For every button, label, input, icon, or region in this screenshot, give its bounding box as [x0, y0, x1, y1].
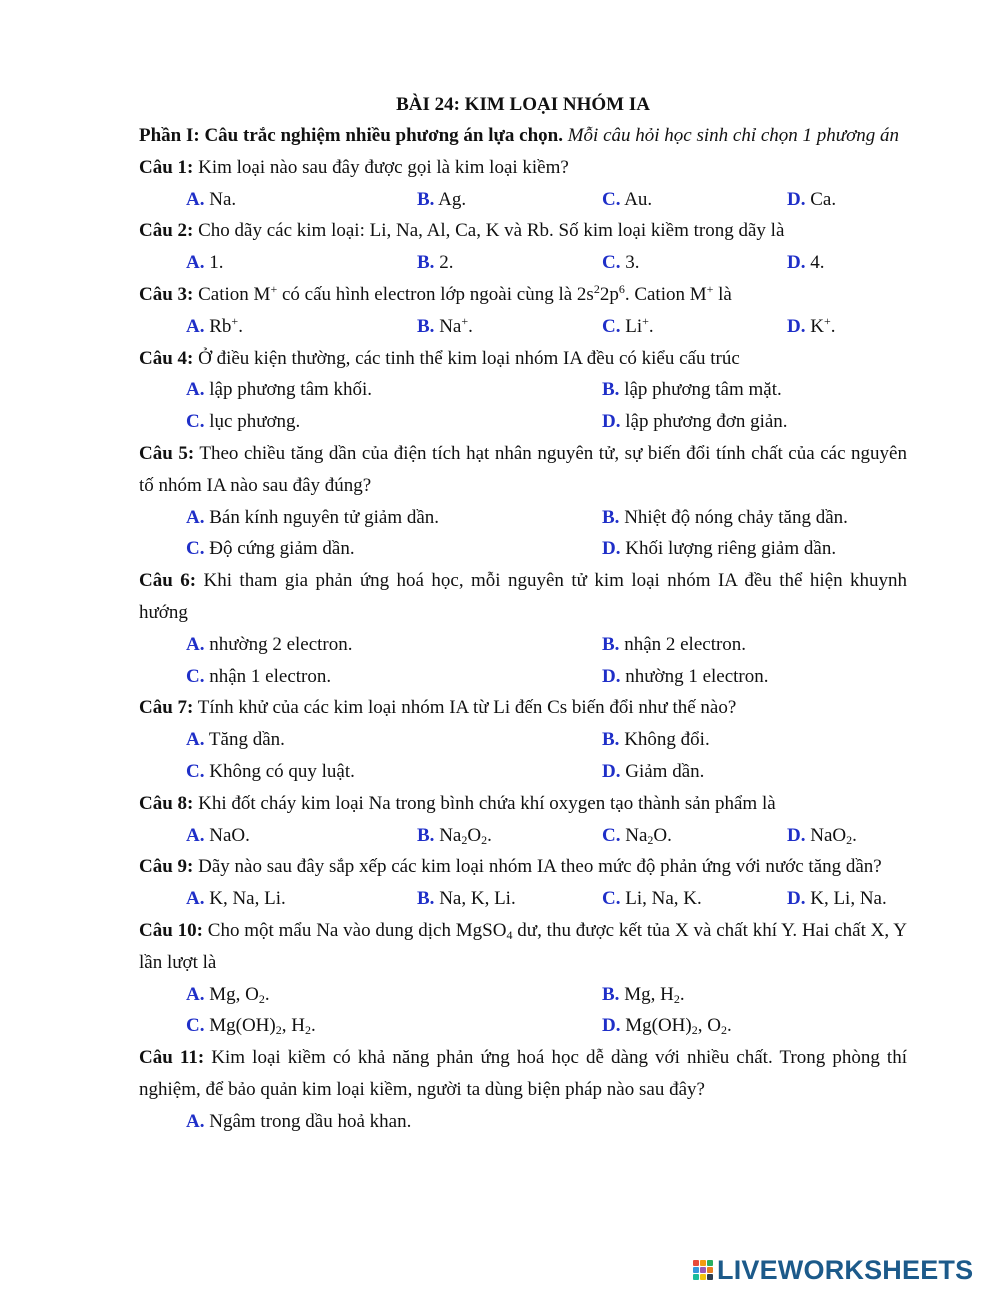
option-text: nhận 2 electron.: [624, 633, 747, 655]
superscript: +: [270, 281, 278, 296]
option-text: Bán kính nguyên tử giảm dần.: [209, 506, 440, 528]
question-text: Ở điều kiện thường, các tinh thể kim loại nhóm IA đều có kiểu cấu trúc: [198, 347, 740, 369]
question-label: Câu 11:: [139, 1047, 205, 1069]
logo-square: [693, 1267, 699, 1273]
option-text: Na: [625, 824, 648, 846]
question-label: Câu 5:: [139, 442, 195, 464]
option-text: Mg(OH): [625, 1015, 692, 1037]
option-text: Giảm dần.: [625, 760, 705, 782]
question-label: Câu 8:: [139, 792, 194, 814]
superscript: +: [231, 313, 239, 328]
option-text: Độ cứng giảm dần.: [209, 538, 355, 560]
question-11: [139, 1042, 907, 1106]
option-d[interactable]: [602, 533, 836, 565]
option-text: 2.: [439, 252, 454, 274]
option-text: K, Na, Li.: [209, 888, 286, 910]
superscript: +: [461, 313, 469, 328]
liveworksheets-brand[interactable]: [693, 1254, 973, 1286]
worksheet-page: [139, 88, 907, 1138]
option-letter: B.: [602, 633, 620, 655]
subscript: 2: [846, 832, 853, 847]
option-d[interactable]: [787, 883, 887, 915]
option-a[interactable]: [186, 724, 285, 756]
question-6: [139, 565, 907, 629]
question-text: . Cation M: [624, 283, 707, 305]
option-letter: B.: [602, 379, 620, 401]
option-letter: D.: [787, 824, 806, 846]
liveworksheets-logo-icon: [693, 1260, 713, 1280]
question-6-options-row2: [139, 661, 907, 693]
question-11-options: [139, 1106, 907, 1138]
question-label: Câu 2:: [139, 220, 194, 242]
option-letter: A.: [186, 188, 205, 210]
option-text: 1.: [209, 252, 224, 274]
option-text: , O: [697, 1015, 721, 1037]
option-letter: B.: [417, 188, 435, 210]
question-4: [139, 343, 907, 375]
option-text: .: [238, 315, 243, 337]
part-label: Phần I: Câu trắc nghiệm nhiều phương án lựa chọn.: [139, 125, 563, 146]
question-label: Câu 6:: [139, 570, 197, 592]
question-text: 2p: [599, 283, 619, 305]
option-d[interactable]: [602, 756, 704, 788]
option-letter: A.: [186, 983, 205, 1005]
question-10-options-row1: [139, 979, 907, 1011]
superscript: 6: [618, 281, 625, 296]
option-c[interactable]: [602, 883, 702, 915]
option-text: .: [468, 315, 473, 337]
subscript: 4: [506, 927, 513, 942]
option-letter: D.: [787, 252, 806, 274]
option-b[interactable]: [417, 247, 453, 279]
part-heading: [139, 120, 907, 152]
logo-square: [693, 1260, 699, 1266]
option-letter: C.: [186, 665, 205, 687]
option-text: O.: [653, 824, 672, 846]
option-letter: D.: [602, 538, 621, 560]
option-d[interactable]: [602, 661, 769, 693]
question-8: [139, 788, 907, 820]
option-letter: A.: [186, 1110, 205, 1132]
logo-square: [707, 1274, 713, 1280]
subscript: 2: [258, 991, 265, 1006]
question-label: Câu 3:: [139, 283, 194, 305]
option-letter: C.: [602, 315, 621, 337]
option-d[interactable]: [602, 406, 788, 438]
option-c[interactable]: [186, 756, 355, 788]
question-5: [139, 438, 907, 502]
option-text: NaO: [810, 824, 847, 846]
option-letter: B.: [417, 315, 435, 337]
option-c[interactable]: [602, 311, 654, 343]
option-letter: C.: [186, 538, 205, 560]
option-text: nhận 1 electron.: [209, 665, 332, 687]
subscript: 2: [461, 832, 468, 847]
question-10: [139, 915, 907, 979]
option-letter: B.: [417, 252, 435, 274]
logo-square: [700, 1260, 706, 1266]
option-letter: B.: [417, 824, 435, 846]
logo-square: [693, 1274, 699, 1280]
option-text: .: [648, 315, 654, 337]
option-text: .: [487, 824, 492, 846]
option-text: Li, Na, K.: [625, 888, 702, 910]
option-b[interactable]: [602, 374, 782, 406]
option-text: NaO.: [209, 824, 250, 846]
subscript: 2: [691, 1023, 698, 1038]
option-letter: B.: [417, 888, 435, 910]
option-letter: A.: [186, 888, 205, 910]
option-letter: D.: [602, 665, 621, 687]
option-c[interactable]: [186, 1010, 316, 1042]
question-7-options-row2: [139, 756, 907, 788]
question-label: Câu 9:: [139, 856, 194, 878]
option-a[interactable]: [186, 629, 353, 661]
option-c[interactable]: [602, 820, 672, 852]
option-text: lục phương.: [209, 411, 301, 433]
superscript: +: [706, 281, 714, 296]
option-text: Ca.: [810, 188, 837, 210]
question-5-options-row1: [139, 502, 907, 534]
option-letter: B.: [602, 983, 620, 1005]
subscript: 2: [304, 1023, 311, 1038]
question-7-options-row1: [139, 724, 907, 756]
question-4-options-row1: [139, 374, 907, 406]
option-text: nhường 1 electron.: [625, 665, 769, 687]
option-letter: D.: [787, 188, 806, 210]
question-text: dư, thu được kết tủa X và chất khí Y. Hai chất X, Y lần lượt là: [139, 919, 907, 973]
option-a[interactable]: [186, 311, 243, 343]
option-text: Li: [625, 315, 643, 337]
logo-square: [707, 1260, 713, 1266]
option-text: lập phương đơn giản.: [625, 411, 788, 433]
option-letter: A.: [186, 633, 205, 655]
subscript: 2: [647, 832, 654, 847]
option-text: Mg(OH): [209, 1015, 276, 1037]
question-text: Cho dãy các kim loại: Li, Na, Al, Ca, K và Rb. Số kim loại kiềm trong dãy là: [198, 220, 785, 242]
question-text: Kim loại nào sau đây được gọi là kim loại kiềm?: [198, 156, 569, 178]
option-text: Không đổi.: [624, 729, 710, 751]
option-letter: A.: [186, 315, 205, 337]
superscript: +: [823, 313, 831, 328]
option-d[interactable]: [787, 184, 836, 216]
option-letter: A.: [186, 824, 205, 846]
option-b[interactable]: [602, 502, 848, 534]
brand-text: LIVEWORKSHEETS: [717, 1254, 974, 1285]
option-text: O: [467, 824, 482, 846]
option-c[interactable]: [186, 661, 331, 693]
subscript: 2: [275, 1023, 282, 1038]
option-letter: C.: [602, 888, 621, 910]
option-letter: C.: [602, 188, 621, 210]
option-a[interactable]: [186, 1106, 411, 1138]
option-text: .: [852, 824, 857, 846]
question-1: [139, 152, 907, 184]
option-b[interactable]: [602, 724, 710, 756]
option-text: .: [726, 1015, 732, 1037]
option-text: Mg, H: [624, 983, 674, 1005]
option-letter: D.: [787, 888, 806, 910]
question-text: Khi tham gia phản ứng hoá học, mỗi nguyên tử kim loại nhóm IA đều thể hiện khuynh hướng: [139, 570, 907, 623]
option-text: Mg, O: [209, 983, 259, 1005]
question-9-options: [139, 883, 907, 915]
option-text: Na.: [209, 188, 237, 210]
option-letter: C.: [186, 760, 205, 782]
option-d[interactable]: [787, 820, 857, 852]
option-letter: B.: [602, 729, 620, 751]
question-5-options-row2: [139, 533, 907, 565]
option-text: .: [679, 983, 685, 1005]
option-c[interactable]: [602, 184, 652, 216]
option-text: Không có quy luật.: [209, 760, 355, 782]
option-a[interactable]: [186, 979, 270, 1011]
option-text: , H: [281, 1015, 305, 1037]
option-c[interactable]: [186, 406, 300, 438]
option-text: lập phương tâm mặt.: [624, 379, 782, 401]
superscript: 2: [593, 281, 600, 296]
question-label: Câu 1:: [139, 156, 194, 178]
option-text: .: [830, 315, 836, 337]
subscript: 2: [673, 991, 680, 1006]
question-text: Cho một mẩu Na vào dung dịch MgSO: [207, 919, 507, 941]
question-3-options: [139, 311, 907, 343]
logo-square: [707, 1267, 713, 1273]
option-text: K: [810, 315, 824, 337]
question-6-options-row1: [139, 629, 907, 661]
logo-square: [700, 1274, 706, 1280]
option-text: Tăng dần.: [208, 729, 285, 751]
question-2: [139, 215, 907, 247]
option-letter: B.: [602, 506, 620, 528]
question-text: là: [713, 283, 732, 305]
option-a[interactable]: [186, 820, 250, 852]
option-b[interactable]: [417, 311, 473, 343]
option-letter: C.: [186, 411, 205, 433]
option-text: 3.: [625, 252, 640, 274]
option-text: Khối lượng riêng giảm dần.: [625, 538, 837, 560]
option-b[interactable]: [602, 979, 685, 1011]
question-text: Dãy nào sau đây sắp xếp các kim loại nhóm IA theo mức độ phản ứng với nước tăng dần?: [198, 856, 882, 878]
question-2-options: [139, 247, 907, 279]
option-a[interactable]: [186, 374, 372, 406]
subscript: 2: [481, 832, 488, 847]
option-letter: C.: [186, 1015, 205, 1037]
option-text: Rb: [209, 315, 232, 337]
option-letter: C.: [602, 252, 621, 274]
option-b[interactable]: [417, 184, 466, 216]
question-text: có cấu hình electron lớp ngoài cùng là 2s: [277, 283, 594, 305]
option-text: Na: [439, 824, 462, 846]
option-text: .: [264, 983, 270, 1005]
question-label: Câu 7:: [139, 697, 194, 719]
option-b[interactable]: [417, 883, 516, 915]
option-b[interactable]: [602, 629, 746, 661]
page-title: BÀI 24: KIM LOẠI NHÓM IA: [396, 94, 650, 115]
option-a[interactable]: [186, 883, 286, 915]
option-letter: A.: [186, 379, 205, 401]
option-text: Nhiệt độ nóng chảy tăng dần.: [624, 506, 848, 528]
option-text: Na, K, Li.: [439, 888, 516, 910]
option-text: Au.: [624, 188, 653, 210]
question-text: Tính khử của các kim loại nhóm IA từ Li đến Cs biến đổi như thế nào?: [197, 697, 737, 719]
option-text: Ag.: [438, 188, 467, 210]
option-a[interactable]: [186, 502, 439, 534]
option-letter: A.: [186, 252, 205, 274]
logo-square: [700, 1267, 706, 1273]
option-a[interactable]: [186, 247, 223, 279]
question-text: Kim loại kiềm có khả năng phản ứng hoá học dễ dàng với nhiều chất. Trong phòng thí nghiệm, để bảo quản kim loại kiềm, người ta dùng biện pháp nào sau đây?: [139, 1047, 907, 1100]
option-letter: A.: [186, 506, 205, 528]
option-text: .: [310, 1015, 316, 1037]
question-3: [139, 279, 907, 311]
superscript: +: [642, 313, 649, 328]
question-9: [139, 851, 907, 883]
question-10-options-row2: [139, 1010, 907, 1042]
option-letter: D.: [787, 315, 806, 337]
option-c[interactable]: [186, 533, 355, 565]
question-4-options-row2: [139, 406, 907, 438]
option-text: Na: [439, 315, 462, 337]
option-text: Ngâm trong dầu hoả khan.: [209, 1110, 412, 1132]
question-7: [139, 692, 907, 724]
question-1-options: [139, 184, 907, 216]
option-d[interactable]: [787, 247, 824, 279]
option-b[interactable]: [417, 820, 492, 852]
option-letter: A.: [186, 729, 205, 751]
part-instruction: Mỗi câu hỏi học sinh chỉ chọn 1 phương án: [567, 125, 900, 146]
option-letter: D.: [602, 760, 621, 782]
option-a[interactable]: [186, 184, 236, 216]
option-letter: D.: [602, 1015, 621, 1037]
question-label: Câu 10:: [139, 919, 203, 941]
option-text: lập phương tâm khối.: [209, 379, 373, 401]
option-c[interactable]: [602, 247, 639, 279]
option-d[interactable]: [787, 311, 836, 343]
option-text: nhường 2 electron.: [209, 633, 353, 655]
question-text: Cation M: [198, 283, 271, 305]
option-letter: C.: [602, 824, 621, 846]
option-text: 4.: [810, 252, 825, 274]
question-text: Theo chiều tăng dần của điện tích hạt nhân nguyên tử, sự biến đổi tính chất của các nguyên tố nhóm IA nào sau đây đúng?: [139, 442, 907, 496]
subscript: 2: [720, 1023, 727, 1038]
option-letter: D.: [602, 411, 621, 433]
question-8-options: [139, 820, 907, 852]
option-d[interactable]: [602, 1010, 732, 1042]
option-text: K, Li, Na.: [810, 888, 887, 910]
question-text: Khi đốt cháy kim loại Na trong bình chứa khí oxygen tạo thành sản phẩm là: [198, 792, 776, 814]
question-label: Câu 4:: [139, 347, 194, 369]
